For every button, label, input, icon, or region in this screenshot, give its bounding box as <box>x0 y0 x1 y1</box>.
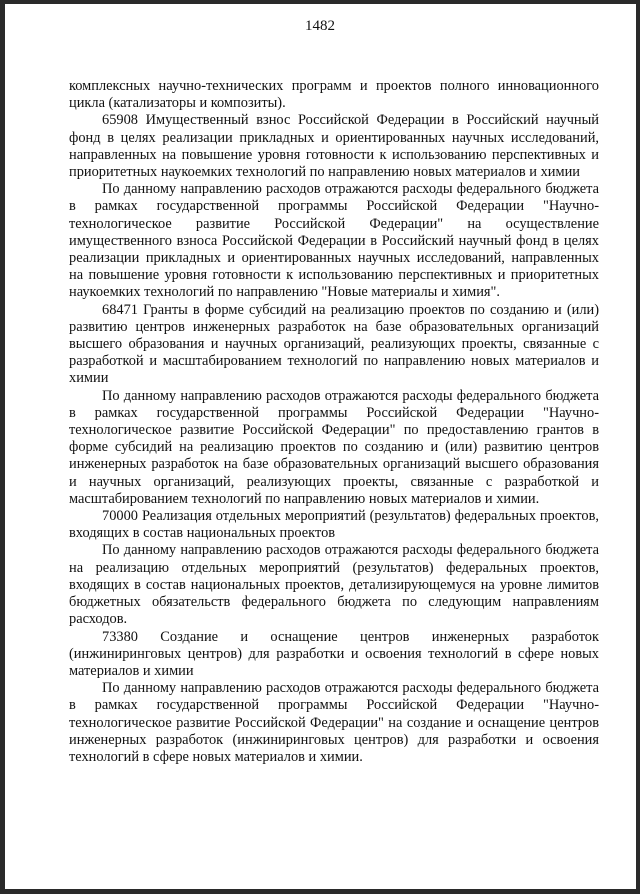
paragraph: 73380 Создание и оснащение центров инженерных разработок (инжиниринговых центров) для разработки и освоения технологий в сфере новых материалов и химии <box>69 628 599 679</box>
paragraph: По данному направлению расходов отражаются расходы федерального бюджета на реализацию отдельных мероприятий (результатов) федеральных проектов, входящих в состав национальных проектов, детализирующемуся на уровне лимитов бюджетных обязательств федерального бюджета по следующим направлениям расходов. <box>69 542 599 628</box>
document-body <box>69 78 599 766</box>
scan-border-left <box>0 0 5 894</box>
scan-border-right <box>636 0 640 894</box>
paragraph: По данному направлению расходов отражаются расходы федерального бюджета в рамках государственной программы Российской Федерации "Научно-технологическое развитие Российской Федерации" на создание и оснащение центров инженерных разработок (инжиниринговых центров) для разработки и освоения технологий в сфере новых материалов и химии. <box>69 680 599 765</box>
scan-border-bottom <box>0 889 640 894</box>
page-number: 1482 <box>305 18 335 34</box>
paragraph: 68471 Гранты в форме субсидий на реализацию проектов по созданию и (или) развитию центров инженерных разработок на базе образовательных организаций высшего образования и научных организаций, реализующих проекты, связанные с разработкой и масштабированием технологий по направлению новых материалов и химии <box>69 301 599 387</box>
paragraph: По данному направлению расходов отражаются расходы федерального бюджета в рамках государственной программы Российской Федерации "Научно-технологическое развитие Российской Федерации" на осуществление имущественного взноса Российской Федерации в Российский научный фонд в целях реализации прикладных и ориентированных научных исследований, направленных на повышение уровня готовности к использованию перспективных и приоритетных наукоемких технологий по направлению "Новые материалы и химия". <box>69 181 599 301</box>
paragraph: комплексных научно-технических программ и проектов полного инновационного цикла (катализаторы и композиты). <box>69 78 599 112</box>
paragraph: По данному направлению расходов отражаются расходы федерального бюджета в рамках государственной программы Российской Федерации "Научно-технологическое развитие Российской Федерации" по предоставлению грантов в форме субсидий на реализацию проектов по созданию и (или) развитию центров инженерных разработок на базе образовательных организаций высшего образования и научных организаций, реализующих проекты, связанные с разработкой и масштабированием технологий по направлению новых материалов и химии. <box>69 387 599 507</box>
paragraph: 65908 Имущественный взнос Российской Федерации в Российский научный фонд в целях реализации прикладных и ориентированных научных исследований, направленных на повышение уровня готовности к использованию перспективных и приоритетных наукоемких технологий по направлению новых материалов и химии <box>69 112 599 181</box>
paragraph: 70000 Реализация отдельных мероприятий (результатов) федеральных проектов, входящих в состав национальных проектов <box>69 508 599 542</box>
scan-border-top <box>0 0 640 4</box>
